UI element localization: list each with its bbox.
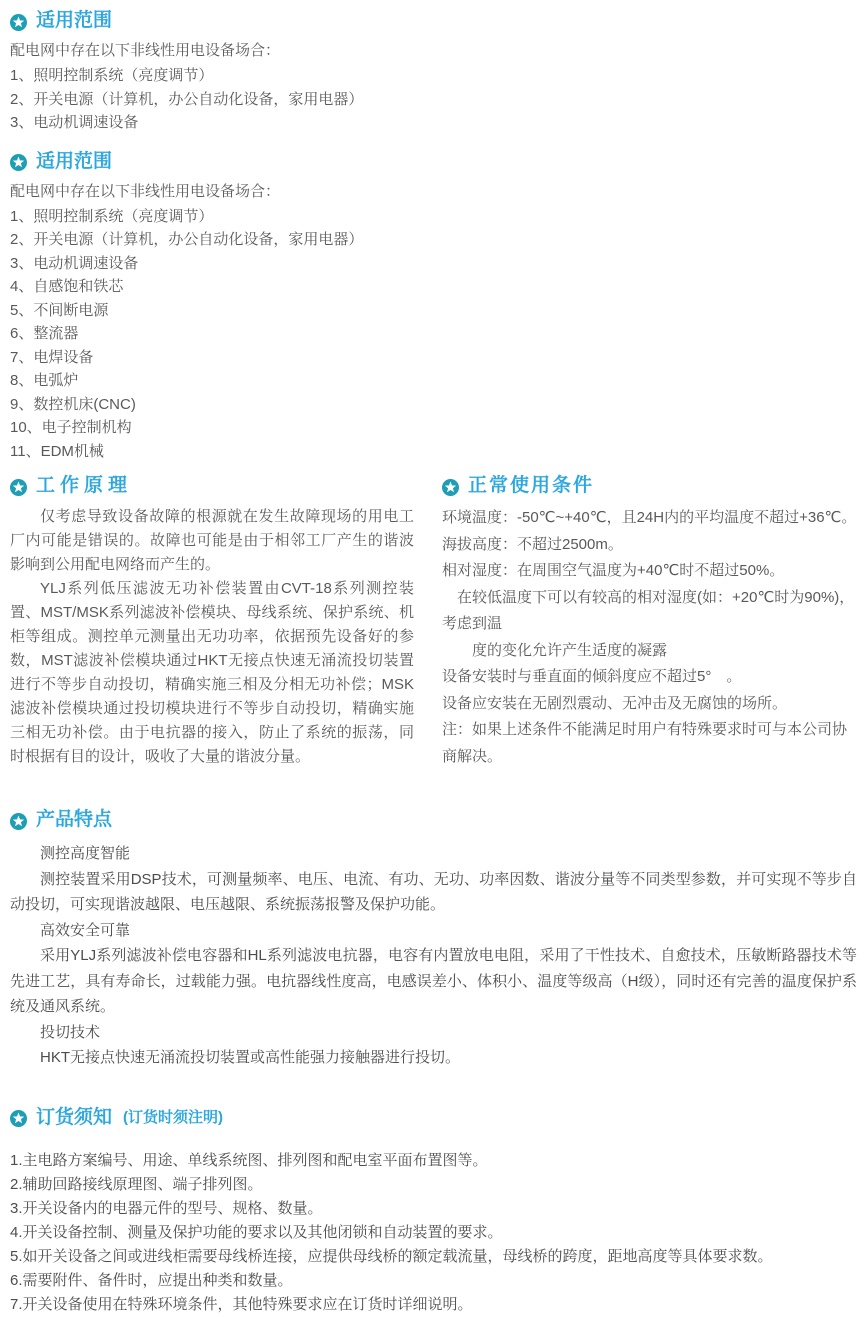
list-item: 10、电子控制机构 <box>10 419 132 436</box>
scope-intro: 配电网中存在以下非线性用电设备场合： <box>10 42 281 59</box>
list-item: 4、自感饱和铁芯 <box>10 278 124 295</box>
condition-line: 度的变化允许产生适度的凝露 <box>442 641 668 659</box>
ordering-item: 3.开关设备内的电器元件的型号、规格、数量。 <box>10 1199 323 1217</box>
scope-list <box>10 64 857 135</box>
two-column-block <box>10 473 857 770</box>
paragraph: 投切技术 <box>40 1023 101 1041</box>
list-item: 5、不间断电源 <box>10 301 109 319</box>
section-title: 适用范围 <box>36 10 113 31</box>
star-badge-icon <box>10 13 27 30</box>
paragraph: 采用YLJ系列滤波补偿电容器和HL系列滤波电抗器，电容有内置放电电阻，采用了干性技术、自愈技术，压敏断路器技术等先进工艺，具有寿命长，过载能力强。电抗器线性度高，电感误差小、体积小、温度等级高（H级），同时还有完善的温度保护系统及通风系统。 <box>10 947 857 1015</box>
section-heading <box>10 8 857 34</box>
list-item: 6、整流器 <box>10 325 79 342</box>
section-title: 产品特点 <box>36 809 113 830</box>
condition-line: 设备应安装在无剧烈震动、无冲击及无腐蚀的场所。 <box>442 694 788 712</box>
paragraph: YLJ系列低压滤波无功补偿装置由CVT-18系列测控装置、MST/MSK系列滤波补偿模块、母线系统、保护系统、机柜等组成。测控单元测量出无功功率，依据预先设备好的参数，MST滤波补偿模块通过HKT无接点快速无涌流投切装置进行不等步自动投切，精确实施三相及分相无功补偿；MSK滤波补偿模块通过投切模块进行不等步自动投切，精确实施三相无功补偿。由于电抗器的接入，防止了系统的振荡，同时根据有目的设计，吸收了大量的谐波分量。 <box>10 580 414 765</box>
section-working-principle <box>10 473 414 770</box>
section-product-features <box>10 807 857 1071</box>
section-heading <box>442 473 857 499</box>
ordering-list <box>10 1149 857 1317</box>
section-title: 工作原理 <box>36 475 133 496</box>
star-badge-icon <box>442 478 459 495</box>
paragraph: 高效安全可靠 <box>40 921 131 939</box>
section-heading <box>10 1105 857 1131</box>
ordering-item: 6.需要附件、备件时，应提出种类和数量。 <box>10 1271 293 1289</box>
list-item: 3、电动机调速设备 <box>10 254 139 272</box>
ordering-item: 5.如开关设备之间或进线柜需要母线桥连接，应提供母线桥的额定载流量，母线桥的跨度，距地高度等具体要求数。 <box>10 1247 773 1265</box>
list-item: 1、照明控制系统（亮度调节） <box>10 207 214 225</box>
ordering-item: 2.辅助回路接线原理图、端子排列图。 <box>10 1175 263 1193</box>
section-title: 适用范围 <box>36 150 113 172</box>
list-item: 9、数控机床(CNC) <box>10 395 136 413</box>
section-normal-conditions <box>442 473 857 770</box>
list-item: 2、开关电源（计算机，办公自动化设备，家用电器） <box>10 231 364 248</box>
paragraph: 测控装置采用DSP技术，可测量频率、电压、电流、有功、无功、功率因数、谐波分量等不同类型参数，并可实现不等步自动投切，可实现谐波越限、电压越限、系统振荡报警及保护功能。 <box>10 870 857 913</box>
list-item: 8、电弧炉 <box>10 372 79 389</box>
conditions-list <box>442 505 857 770</box>
condition-line: 设备安装时与垂直面的倾斜度应不超过5° 。 <box>442 668 742 685</box>
section-scope-2 <box>10 149 857 464</box>
list-item: 11、EDM机械 <box>10 442 104 460</box>
condition-line: 注：如果上述条件不能满足时用户有特殊要求时可与本公司协商解决。 <box>442 721 848 765</box>
features-paragraphs <box>10 841 857 1071</box>
principle-paragraphs <box>10 505 414 769</box>
condition-line: 相对湿度：在周围空气温度为+40℃时不超过50%。 <box>442 562 785 579</box>
list-item: 2、开关电源（计算机，办公自动化设备，家用电器） <box>10 90 364 108</box>
section-heading <box>10 149 857 175</box>
paragraph: 仅考虑导致设备故障的根源就在发生故障现场的用电工厂内可能是错误的。故障也可能是由于相邻工厂产生的谐波影响到公用配电网络而产生的。 <box>10 508 414 573</box>
star-badge-icon <box>10 812 27 829</box>
star-badge-icon <box>10 1109 27 1126</box>
section-ordering-notes <box>10 1105 857 1317</box>
paragraph: HKT无接点快速无涌流投切装置或高性能强力接触器进行投切。 <box>40 1049 461 1066</box>
ordering-item: 1.主电路方案编号、用途、单线系统图、排列图和配电室平面布置图等。 <box>10 1151 488 1169</box>
list-item: 7、电焊设备 <box>10 348 94 366</box>
scope-list <box>10 205 857 464</box>
section-heading <box>10 473 414 499</box>
condition-line: 环境温度：-50℃~+40℃，且24H内的平均温度不超过+36℃。 <box>442 509 857 526</box>
ordering-item: 4.开关设备控制、测量及保护功能的要求以及其他闭锁和自动装置的要求。 <box>10 1223 503 1241</box>
scope-intro: 配电网中存在以下非线性用电设备场合： <box>10 182 281 200</box>
list-item: 1、照明控制系统（亮度调节） <box>10 67 214 84</box>
section-heading <box>10 807 857 833</box>
section-title: 订货须知 <box>36 1106 113 1128</box>
section-scope-1 <box>10 8 857 135</box>
section-title: 正常使用条件 <box>468 475 595 496</box>
condition-line: 海拔高度：不超过2500m。 <box>442 535 623 553</box>
star-badge-icon <box>10 478 27 495</box>
ordering-item: 7.开关设备使用在特殊环境条件，其他特殊要求应在订货时详细说明。 <box>10 1295 473 1313</box>
star-badge-icon <box>10 153 27 170</box>
paragraph: 测控高度智能 <box>40 845 131 862</box>
section-subtitle: (订货时须注明) <box>123 1108 224 1126</box>
list-item: 3、电动机调速设备 <box>10 114 139 131</box>
condition-line: 在较低温度下可以有较高的相对湿度(如：+20℃时为90%)，考虑到温 <box>442 588 855 632</box>
